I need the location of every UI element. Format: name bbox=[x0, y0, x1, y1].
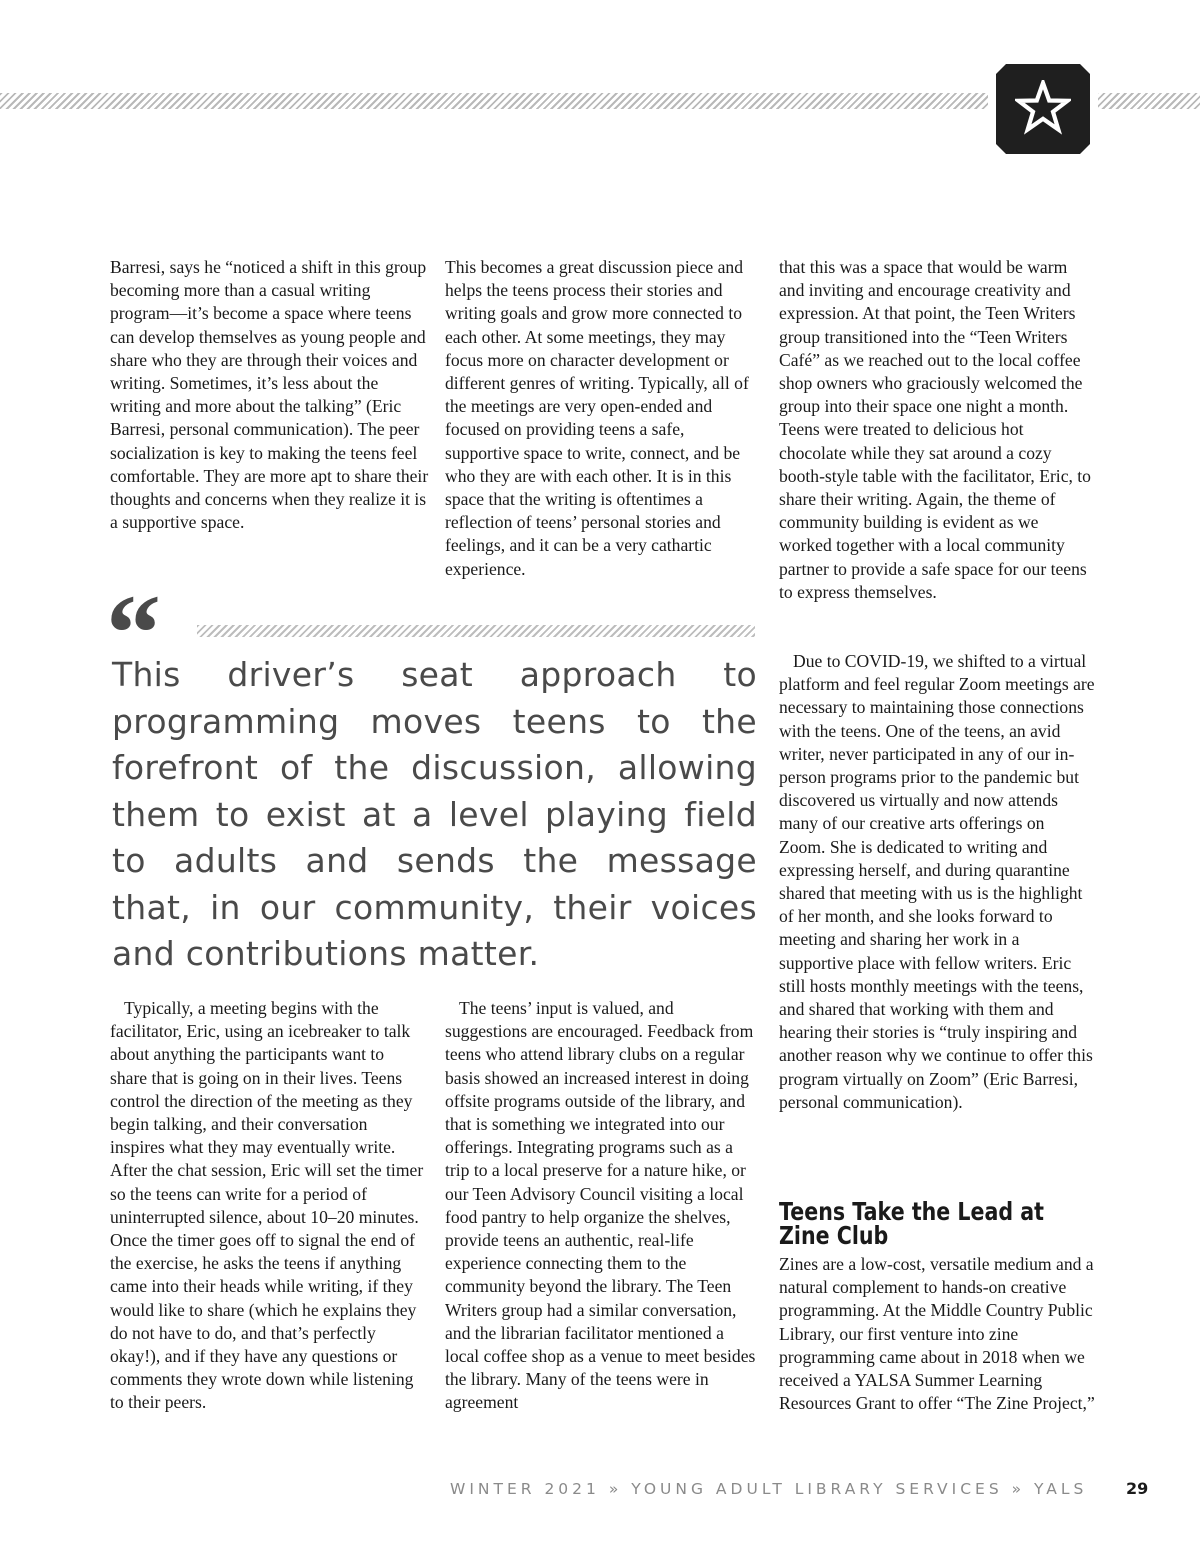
star-badge bbox=[996, 64, 1090, 154]
body-paragraph-col3-continued: that this was a space that would be warm and inviting and encourage creativity and expression. At that point, the Teen Writers group transitioned into the “Teen Writers Café” as we reached out to the local coffee shop owners who graciously welcomed the group into their space one night a month. Teens were treated to delicious hot chocolate while they sat around a cozy booth-style table with the facilitator, Eric, to share their writing. Again, the theme of community building is evident as we worked together with a local community partner to provide a safe space for our teens to express themselves. bbox=[779, 257, 1091, 602]
body-paragraph-col2-top: This becomes a great discussion piece and helps the teens process their stories and writing goals and grow more connected to each other. At some meetings, they may focus more on character development or different genres of writing. Typically, all of the meetings are very open-ended and focused on providing teens a safe, supportive space to write, connect, and be who they are with each other. It is in this space that the writing is oftentimes a reflection of teens’ personal stories and feelings, and it can be a very cathartic experience. bbox=[445, 257, 749, 579]
body-paragraph-col1-bottom: Typically, a meeting begins with the facilitator, Eric, using an icebreaker to talk about anything the participants want to share that is going on in their lives. Teens control the direction of the meeting as they begin talking, and their conversation inspires what they may eventually write. After the chat session, Eric will set the timer so the teens can write for a period of uninterrupted silence, about 10–20 minutes. Once the timer goes off to signal the end of the exercise, he asks the teens if anything came into their heads while writing, if they would like to share (which he explains they do not have to do, and that’s perfectly okay!), and if they have any questions or comments they wrote down while listening to their peers. bbox=[110, 998, 424, 1413]
running-footer: WINTER 2021 » YOUNG ADULT LIBRARY SERVICES » YALS bbox=[450, 1480, 1088, 1498]
body-paragraph-col2-bottom: The teens’ input is valued, and suggestions are encouraged. Feedback from teens who attend library clubs on a regular basis showed an increased interest in doing offsite programs outside of the library, and that is something we integrated into our offerings. Integrating programs such as a trip to a local preserve for a nature hike, or our Teen Advisory Council visiting a local food pantry to help organize the shelves, provide teens an authentic, real-life experience connecting them to the community beyond the library. The Teen Writers group had a similar conversation, and the librarian facilitator mentioned a local coffee shop as a venue to meet besides the library. Many of the teens were in agreement bbox=[445, 998, 756, 1413]
page-number: 29 bbox=[1126, 1479, 1149, 1498]
body-paragraph-col3-covid: Due to COVID-19, we shifted to a virtual platform and feel regular Zoom meetings are necessary to maintaining those connections with the teens. One of the teens, an avid writer, never participated in any of our in-person programs prior to the pandemic but discovered us virtually and now attends many of our creative arts offerings on Zoom. She is dedicated to writing and expressing herself, and during quarantine shared that meeting with us is the highlight of her month, and she looks forward to meeting and sharing her work in a supportive place with fellow writers. Eric still hosts monthly meetings with the teens, and shared that working with them and hearing their stories is “truly inspiring and another reason why we continue to offer this program virtually on Zoom” (Eric Barresi, personal communication). bbox=[779, 651, 1095, 1112]
header-badge bbox=[988, 60, 1098, 158]
pullquote-text: This driver’s seat approach to programming moves teens to the forefront of the discussion, allowing them to exist at a level playing field to adults and sends the message that, in our community, their voices and contributions matter. bbox=[112, 655, 757, 973]
pullquote-stripe-rule bbox=[197, 625, 755, 637]
section-heading-zine-club: Teens Take the Lead at Zine Club bbox=[779, 1197, 1045, 1250]
star-icon bbox=[1015, 80, 1071, 136]
quote-mark: “ bbox=[106, 572, 161, 694]
body-paragraph-col1-top: Barresi, says he “noticed a shift in this group becoming more than a casual writing program—it’s become a space where teens can develop themselves as young people and share who they are through their voices and writing. Sometimes, it’s less about the writing and more about the talking” (Eric Barresi, personal communication). The peer socialization is key to making the teens feel comfortable. They are more apt to share their thoughts and concerns when they realize it is a supportive space. bbox=[110, 257, 429, 533]
body-paragraph-col3-zines: Zines are a low-cost, versatile medium and a natural complement to hands-on creative programming. At the Middle Country Public Library, our first venture into zine programming came about in 2018 when we received a YALSA Summer Learning Resources Grant to offer “The Zine Project,” bbox=[779, 1254, 1095, 1414]
